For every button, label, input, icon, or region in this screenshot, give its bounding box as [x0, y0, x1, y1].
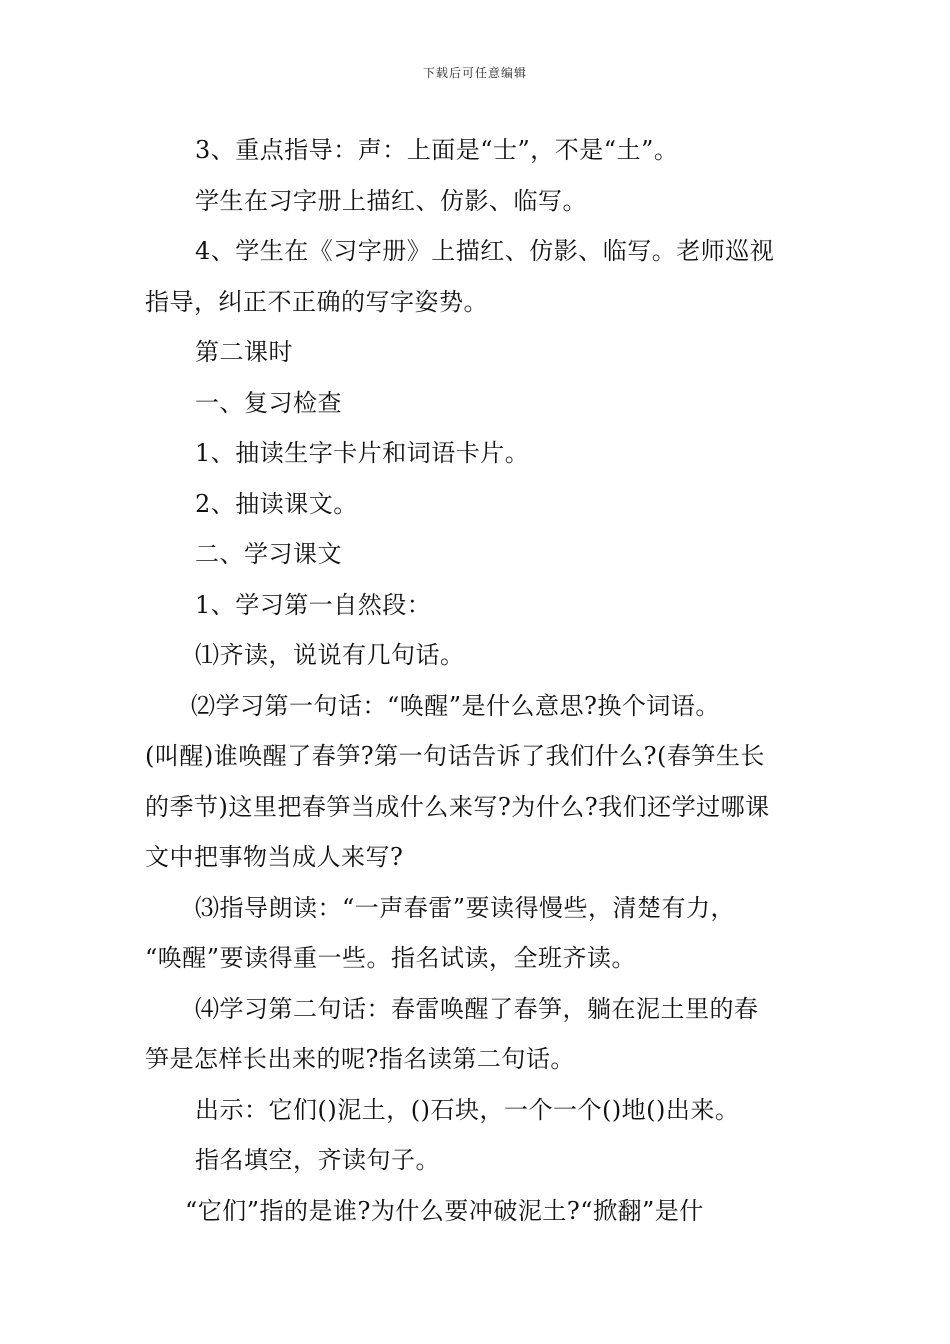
paragraph-line: (叫醒)谁唤醒了春笋?第一句话告诉了我们什么?(春笋生长: [145, 742, 765, 770]
paragraph-line: ⑶指导朗读：“一声春雷”要读得慢些，清楚有力，: [195, 893, 736, 922]
paragraph-line: “它们”指的是谁?为什么要冲破泥土?“掀翻”是什: [185, 1196, 704, 1225]
paragraph-line: 1、抽读生字卡片和词语卡片。: [195, 439, 530, 467]
paragraph-line: 2、抽读课文。: [195, 489, 358, 518]
paragraph-line: 笋是怎样长出来的呢?指名读第二句话。: [145, 1045, 575, 1073]
paragraph-line: ⑷学习第二句话：春雷唤醒了春笋，躺在泥土里的春: [195, 994, 759, 1023]
paragraph-line: 学生在习字册上描红、仿影、临写。: [195, 186, 587, 215]
paragraph-line: 的季节)这里把春笋当成什么来写?为什么?我们还学过哪课: [145, 792, 770, 821]
paragraph-line: 出示：它们()泥土，()石块，一个一个()地()出来。: [195, 1095, 740, 1124]
section-heading: 二、学习课文: [195, 540, 342, 568]
document-body: [145, 125, 805, 1236]
paragraph-line: “唤醒”要读得重一些。指名试读，全班齐读。: [145, 944, 637, 972]
paragraph-line: 文中把事物当成人来写?: [145, 843, 404, 871]
paragraph-line: ⑵学习第一句话：“唤醒”是什么意思?换个词语。: [191, 691, 720, 720]
page-header: 下载后可任意编辑: [422, 66, 527, 80]
paragraph-line: 4、学生在《习字册》上描红、仿影、临写。老师巡视: [195, 237, 775, 265]
paragraph-line: 指导，纠正不正确的写字姿势。: [145, 287, 488, 316]
paragraph-line: ⑴齐读，说说有几句话。: [195, 641, 465, 669]
section-heading: 一、复习检查: [195, 388, 342, 417]
paragraph-line: 1、学习第一自然段：: [195, 590, 432, 619]
section-heading: 第二课时: [195, 338, 293, 366]
paragraph-line: 3、重点指导：声：上面是“士”，不是“土”。: [195, 136, 679, 164]
paragraph-line: 指名填空，齐读句子。: [195, 1146, 440, 1174]
